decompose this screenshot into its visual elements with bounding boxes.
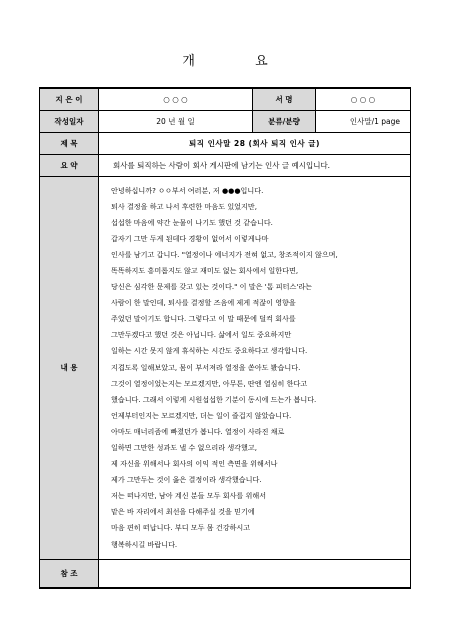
category-value: 인사말/1 page — [316, 110, 411, 132]
content-line: 갑자기 그만 두게 된데다 경황이 없어서 이렇게나마 — [111, 233, 269, 243]
author-value: ○ ○ ○ — [99, 88, 253, 110]
subject-row — [40, 132, 411, 154]
content-cell — [99, 176, 411, 559]
content-label: 내 용 — [40, 176, 99, 559]
content-line: 지겹도록 일해보았고, 몸이 부서져라 열정을 쏟아도 봤습니다. — [111, 362, 301, 372]
content-line: 일하면 그만한 성과도 낼 수 없으리라 생각했고, — [111, 443, 257, 452]
content-line: 섭섭한 마음에 약간 눈물이 나기도 했던 것 같습니다. — [111, 217, 273, 227]
content-line: 행복하시길 바랍니다. — [111, 539, 178, 549]
author-row — [40, 88, 411, 110]
subject-label: 제 목 — [40, 132, 99, 154]
content-line: 일하는 시간 못지 않게 휴식하는 시간도 중요하다고 생각합니다. — [111, 346, 308, 356]
content-line: 사람이 한 말인데, 퇴사를 결정할 즈음에 제게 적잖이 영향을 — [111, 298, 296, 308]
content-line: 언제부터인지는 모르겠지만, 더는 일이 즐겁지 않았습니다. — [111, 410, 292, 420]
name-value: ○ ○ ○ — [316, 88, 411, 110]
content-line: 저는 떠나지만, 남아 계신 분들 모두 회사를 위해서 — [111, 491, 267, 501]
content-line: 그것이 열정이었는지는 모르겠지만, 아무튼, 딴엔 열심히 한다고 — [111, 378, 308, 388]
content-line: 마음 편히 떠납니다. 부디 모두 몸 건강하시고 — [111, 523, 251, 533]
name-label: 서 명 — [253, 88, 316, 110]
author-label: 지 은 이 — [40, 88, 99, 110]
content-line: 그만두겠다고 했던 것은 아닙니다. 삶에서 일도 중요하지만 — [111, 330, 292, 340]
reference-row — [40, 559, 411, 588]
date-label: 작성일자 — [40, 110, 99, 132]
content-row — [40, 176, 411, 559]
summary-value: 회사를 퇴직하는 사람이 회사 게시판에 남기는 인사 글 예시입니다. — [99, 154, 411, 176]
reference-label: 참 조 — [40, 559, 99, 588]
content-line: 아마도 매너리즘에 빠졌던가 봅니다. 열정이 사라진 채로 — [111, 426, 285, 436]
content-line: 인사를 남기고 갑니다. "열정이나 에너지가 전혀 없고, 창조적이지 않으며, — [111, 249, 338, 259]
date-value: 20 년 월 일 — [99, 110, 253, 132]
document-title: 개 요 — [182, 54, 296, 69]
content-line: 제 자신을 위해서나 회사의 이익 적인 측면을 위해서나 — [111, 459, 278, 469]
date-row — [40, 110, 411, 132]
content-line: 퇴사 결정을 하고 나서 후련한 마음도 있었지만, — [111, 201, 257, 211]
content-line: 똑똑하지도 흥미롭지도 않고 재미도 없는 회사에서 일한다면, — [111, 265, 299, 275]
summary-form-table — [39, 87, 411, 589]
content-line: 당신은 심각한 문제를 갖고 있는 것이다." 이 말은 '톰 피터스'라는 — [111, 282, 313, 292]
content-line: 주었던 말이기도 합니다. 그렇다고 이 말 때문에 덜컥 회사를 — [111, 314, 296, 324]
category-label: 분류/분량 — [253, 110, 316, 132]
subject-value: 퇴직 인사말 28 (회사 퇴직 인사 글) — [99, 132, 411, 154]
content-line: 제가 그만두는 것이 옳은 결정이라 생각했습니다. — [111, 475, 262, 485]
content-line: 안녕하십니까? ㅇㅇ부서 여러분, 저 ●●●입니다. — [111, 185, 264, 195]
reference-value — [99, 559, 411, 588]
content-body — [99, 177, 410, 559]
summary-label: 요 약 — [40, 154, 99, 176]
content-line: 맡은 바 자리에서 최선을 다해주실 것을 믿기에 — [111, 507, 255, 517]
content-line: 했습니다. 그래서 이렇게 시원섭섭한 기분이 동시에 드는가 봅니다. — [111, 394, 317, 404]
summary-row — [40, 154, 411, 176]
